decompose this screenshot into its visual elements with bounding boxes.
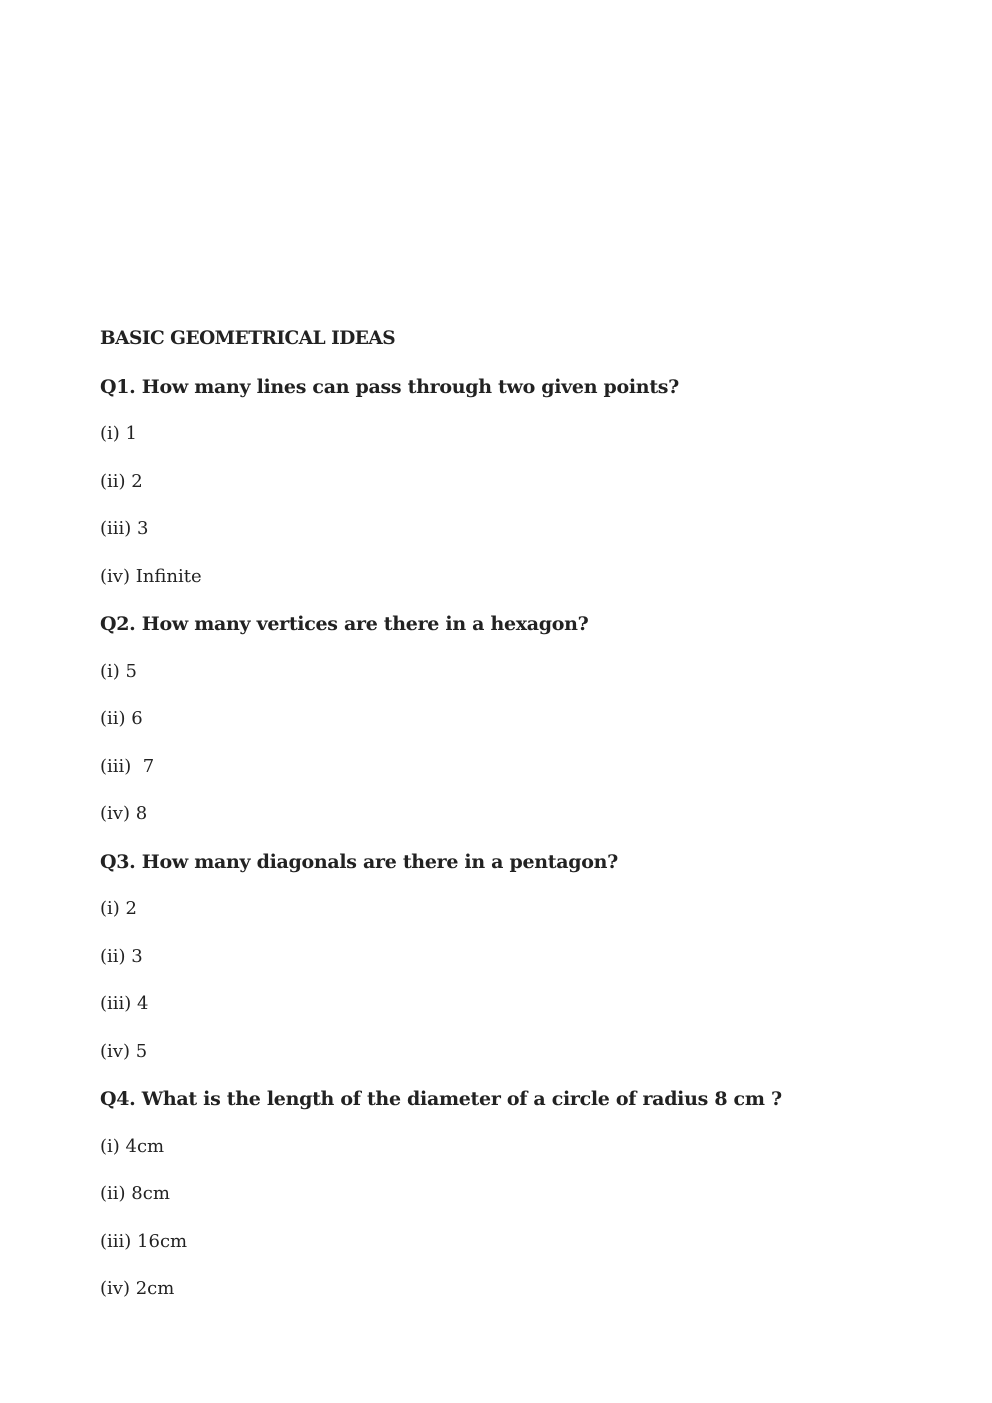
option: (iv) Infinite [100, 565, 202, 587]
document-title: BASIC GEOMETRICAL IDEAS [100, 328, 396, 349]
option: (ii) 8cm [100, 1183, 170, 1204]
question-block-2 [100, 611, 900, 849]
option: (ii) 2 [100, 470, 143, 492]
question-text: Q1. How many lines can pass through two given points? [100, 375, 680, 398]
question-text: Q2. How many vertices are there in a hexagon? [100, 613, 589, 635]
option: (i) 1 [100, 423, 137, 444]
option: (i) 4cm [100, 1135, 165, 1157]
option: (iii) 7 [100, 755, 155, 777]
option: (iv) 5 [100, 1040, 148, 1062]
option: (iv) 2cm [100, 1278, 175, 1299]
option: (i) 2 [100, 898, 137, 919]
option: (iii) 3 [100, 518, 149, 539]
option: (iii) 4 [100, 993, 149, 1014]
question-block-4 [100, 1086, 900, 1324]
option: (ii) 3 [100, 945, 143, 967]
option: (i) 5 [100, 660, 137, 682]
option: (ii) 6 [100, 708, 143, 729]
option: (iv) 8 [100, 803, 148, 824]
question-block-1 [100, 374, 900, 612]
question-text: Q3. How many diagonals are there in a pentagon? [100, 850, 618, 873]
document-page [100, 326, 900, 1324]
question-text: Q4. What is the length of the diameter of a circle of radius 8 cm ? [100, 1088, 782, 1110]
option: (iii) 16cm [100, 1230, 188, 1252]
question-block-3 [100, 849, 900, 1087]
